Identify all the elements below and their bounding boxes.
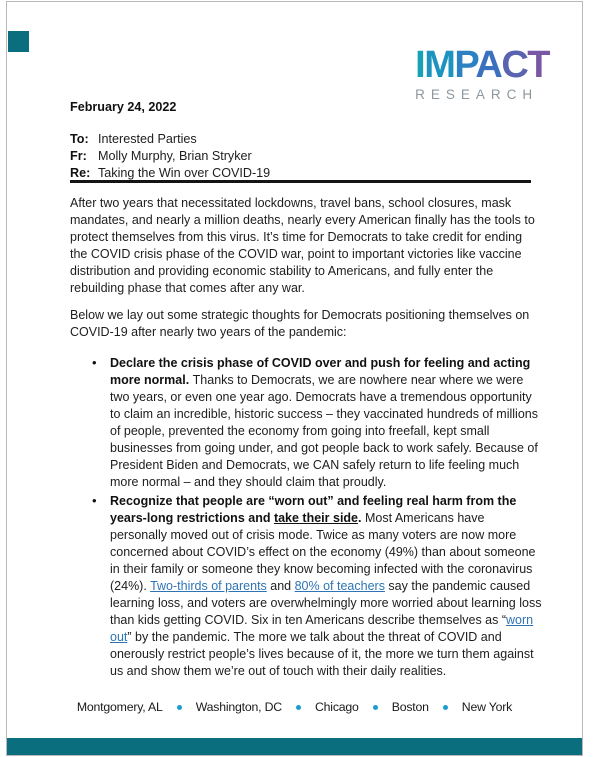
text-segment-b: Recognize that people are “worn out” and feeling real harm from the years-long restrictions and bbox=[110, 494, 517, 525]
bullet-item-declare-crisis-over bbox=[70, 355, 544, 491]
footer-city: Boston bbox=[391, 700, 429, 714]
memo-field-label: To: bbox=[70, 132, 89, 146]
logo-letter: C bbox=[501, 44, 528, 86]
logo-letter: A bbox=[475, 44, 502, 86]
logo-wordmark bbox=[415, 46, 549, 84]
link-80-percent-of-teachers[interactable]: 80% of teachers bbox=[294, 579, 385, 593]
link-worn-out[interactable]: worn out bbox=[110, 613, 534, 644]
memo-field-label: Fr: bbox=[70, 149, 87, 163]
text-segment-r: Most Americans have personally moved out of crisis mode. Twice as many voters are now more concerned about COVID’s effect on the economy (49%) than about someone in their family or someone they know becoming infected with the coronavirus (24%). bbox=[110, 511, 536, 593]
bottom-accent-bar bbox=[7, 738, 582, 755]
memo-page bbox=[6, 1, 583, 756]
lead-in-paragraph bbox=[70, 307, 538, 341]
text-segment-r: Thanks to Democrats, we are nowhere near where we were two years, or even one year ago. Democrats have a tremendous opportunity to claim an incredible, historic success – they vaccinated hundreds of millions of people, prevented the economy from going into freefall, kept small businesses from going under, and got people back to work safely. Because of President Biden and Democrats, we CAN safely return to life feeling much more normal – and they should claim that proudly. bbox=[110, 373, 538, 489]
text-segment-r: Below we lay out some strategic thoughts for Democrats positioning themselves on COVID-19 after nearly two years of the pandemic: bbox=[70, 308, 530, 339]
memo-header bbox=[70, 131, 270, 182]
logo-letter: I bbox=[415, 44, 425, 86]
footer-city: Washington, DC bbox=[195, 700, 282, 714]
memo-field-value: Molly Murphy, Brian Stryker bbox=[98, 149, 252, 163]
footer-city: New York bbox=[461, 700, 513, 714]
text-segment-bu: take their side bbox=[273, 511, 359, 525]
memo-field-label: Re: bbox=[70, 166, 91, 180]
intro-paragraph bbox=[70, 195, 538, 297]
memo-field-to bbox=[70, 131, 270, 148]
bullet-dot-icon: • bbox=[92, 493, 97, 508]
text-segment-r: and bbox=[266, 579, 295, 593]
memo-field-value: Taking the Win over COVID-19 bbox=[98, 166, 271, 180]
bullet-dot-icon: • bbox=[92, 355, 97, 370]
logo-letter: P bbox=[454, 44, 476, 86]
text-segment-b: . bbox=[358, 511, 365, 525]
separator-dot-icon bbox=[443, 705, 448, 710]
footer-office-cities bbox=[7, 700, 582, 714]
text-segment-r: ” by the pandemic. The more we talk about the threat of COVID and onerously restrict people’s lives because of it, the more we turn them against us and show them we’re out of touch with their daily realities. bbox=[110, 630, 534, 678]
bullet-text bbox=[110, 494, 541, 678]
separator-dot-icon bbox=[373, 705, 378, 710]
footer-city: Chicago bbox=[314, 700, 359, 714]
text-segment-r: say the pandemic caused learning loss, and voters are overwhelmingly more worried about learning loss than kids getting COVID. Six in ten Americans describe themselves as “ bbox=[110, 579, 542, 627]
link-two-thirds-of-parents[interactable]: Two-thirds of parents bbox=[150, 579, 267, 593]
memo-field-from bbox=[70, 148, 270, 165]
logo-letter: T bbox=[527, 44, 549, 86]
separator-dot-icon bbox=[177, 705, 182, 710]
logo-letter: M bbox=[424, 44, 455, 86]
memo-date: February 24, 2022 bbox=[70, 100, 177, 114]
logo-subword: RESEARCH bbox=[415, 87, 539, 102]
memo-divider-rule bbox=[70, 180, 531, 183]
text-segment-b: Declare the crisis phase of COVID over and push for feeling and acting more normal. bbox=[110, 356, 531, 387]
separator-dot-icon bbox=[296, 705, 301, 710]
text-segment-r: After two years that necessitated lockdowns, travel bans, school closures, mask mandates, and nearly a million deaths, nearly every American finally has the tools to protect themselves from this virus. It’s time for Democrats to take credit for ending the COVID crisis phase of the COVID war, point to important victories like vaccine distribution and providing economic stability to Americans, and fully enter the rebuilding phase that comes after any war. bbox=[70, 196, 535, 295]
bullet-text bbox=[110, 356, 538, 489]
impact-research-logo bbox=[415, 46, 549, 102]
footer-city: Montgomery, AL bbox=[76, 700, 163, 714]
corner-accent-square bbox=[8, 31, 29, 52]
memo-field-value: Interested Parties bbox=[98, 132, 197, 146]
bullet-item-recognize-worn-out bbox=[70, 493, 544, 680]
